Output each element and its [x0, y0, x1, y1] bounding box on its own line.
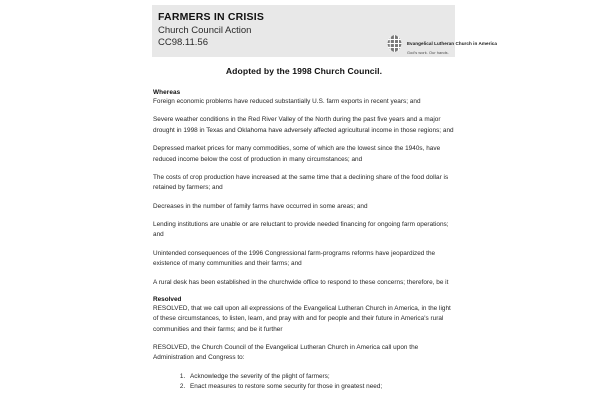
- whereas-clause: The costs of crop production have increased at the same time that a declining share of the food dollar is retained by farmers; and: [153, 173, 449, 192]
- document-title: FARMERS IN CRISIS: [158, 11, 265, 23]
- resolved-clause: RESOLVED, the Church Council of the Evangelical Lutheran Church in America call upon the Administration and Congress to:: [153, 344, 419, 362]
- whereas-heading: Whereas: [153, 89, 181, 96]
- document-body: [153, 66, 455, 393]
- elca-logo-name: Evangelical Lutheran Church in America: [406, 41, 497, 46]
- whereas-clause: Unintended consequences of the 1996 Congressional farm-programs reforms have jeopardized the existence of many communities and their farms; and: [153, 249, 436, 268]
- resolved-clause: RESOLVED, that we call upon all expressions of the Evangelical Lutheran Church in America, in the light of these circumstances, to listen, learn, and pray with and for people and their future in America's rural communities and their farms; and be it further: [153, 304, 451, 333]
- elca-logo-text: [407, 31, 497, 56]
- elca-logo-tagline: God's work. Our hands.: [406, 50, 449, 55]
- document-header: [152, 5, 497, 57]
- demands-list: [153, 372, 455, 393]
- whereas-clause: Depressed market prices for many commodities, some of which are the lowest since the 1940s, have reduced income below the cost of production in many circumstances; and: [153, 145, 441, 163]
- elca-logo: [386, 31, 497, 56]
- whereas-clause: Lending institutions are unable or are reluctant to provide needed financing for ongoing farm operations; and: [153, 221, 449, 239]
- whereas-clause: Severe weather conditions in the Red River Valley of the North during the past five years and a major drought in 1998 in Texas and Oklahoma have adversely affected agricultural income in those regions; and: [153, 116, 454, 134]
- document-identification: [158, 11, 264, 50]
- resolved-heading: Resolved: [153, 295, 182, 303]
- whereas-clause: A rural desk has been established in the churchwide office to respond to these concerns; therefore, be it: [153, 278, 449, 286]
- whereas-clause: Foreign economic problems have reduced substantially U.S. farm exports in recent years; and: [153, 98, 421, 105]
- document-number: CC98.11.56: [158, 37, 208, 49]
- list-item: 2. Enact measures to restore some security for those in greatest need;: [187, 382, 455, 392]
- adopted-line: Adopted by the 1998 Church Council.: [225, 66, 383, 76]
- list-item: 1. Acknowledge the severity of the plight of farmers;: [187, 372, 455, 382]
- document-subtitle: Church Council Action: [158, 24, 252, 36]
- whereas-clause: Decreases in the number of family farms have occurred in some areas; and: [153, 202, 368, 210]
- elca-cross-icon: [386, 34, 403, 53]
